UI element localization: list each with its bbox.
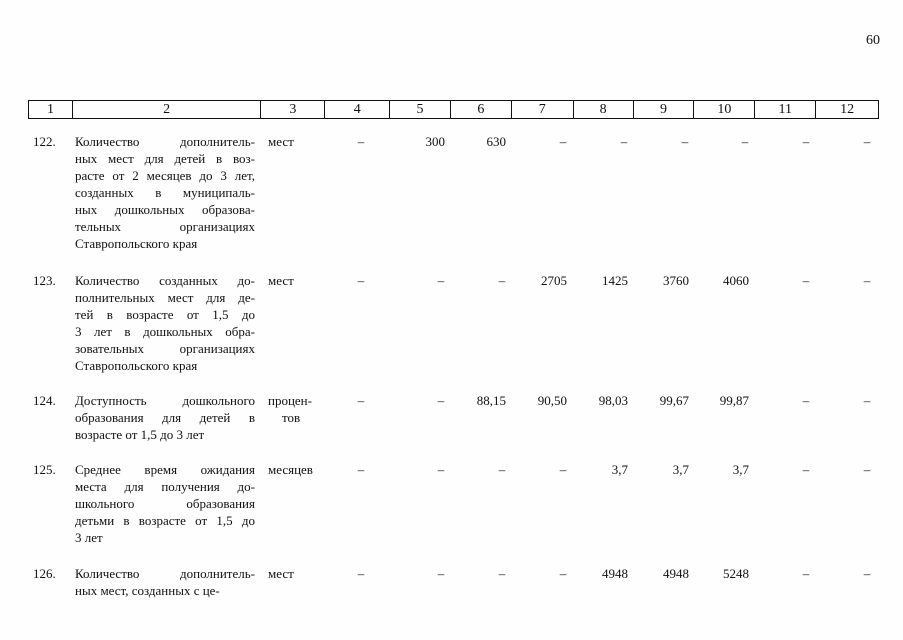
indicator-name-line: ных мест, созданных с це- [75, 583, 220, 598]
row-number: 126. [33, 566, 56, 581]
indicator-name [75, 133, 255, 252]
value-cell-col-10: 99,87 [719, 393, 749, 408]
indicator-name [75, 392, 255, 443]
value-cell-col-10: 5248 [723, 566, 749, 581]
row-number: 124. [33, 393, 56, 408]
value-cell-col-6: – [498, 566, 506, 581]
value-cell-col-8: 1425 [602, 273, 628, 288]
indicator-name-line: школьного образования [75, 496, 255, 511]
value-cell-col-12: – [863, 134, 871, 149]
value-cell-col-7: 2705 [541, 273, 567, 288]
unit-of-measure [268, 392, 338, 426]
header-col-3: 3 [261, 101, 325, 118]
value-cell-col-8: 98,03 [598, 393, 628, 408]
value-cell-col-10: 3,7 [732, 462, 749, 477]
indicator-name-line: Количество дополнитель- [75, 134, 255, 149]
indicator-name-line: Доступность дошкольного [75, 393, 255, 408]
indicator-name-line: полнительных мест для де- [75, 290, 255, 305]
indicator-name-line: зовательных организациях [75, 341, 255, 356]
indicator-name-line: Количество созданных до- [75, 273, 255, 288]
value-cell-col-5: – [437, 273, 445, 288]
unit-of-measure [268, 272, 338, 289]
indicator-name-line: Ставропольского края [75, 236, 198, 251]
unit-line: мест [268, 134, 294, 149]
indicator-name-line: Количество дополнитель- [75, 566, 255, 581]
value-cell-col-5: – [437, 393, 445, 408]
value-cell-col-5: – [437, 462, 445, 477]
row-number: 123. [33, 273, 56, 288]
row-number: 125. [33, 462, 56, 477]
indicator-name-line: тельных организациях [75, 219, 255, 234]
unit-line: процен- [268, 393, 312, 408]
value-cell-col-10: – [741, 134, 749, 149]
indicator-name-line: Ставропольского края [75, 358, 198, 373]
header-col-11: 11 [755, 101, 816, 118]
value-cell-col-11: – [802, 273, 810, 288]
value-cell-col-11: – [802, 462, 810, 477]
indicator-name-line: ных мест для детей в воз- [75, 151, 255, 166]
value-cell-col-12: – [863, 273, 871, 288]
value-cell-col-11: – [802, 393, 810, 408]
value-cell-col-4: – [357, 566, 365, 581]
value-cell-col-11: – [802, 134, 810, 149]
header-col-4: 4 [325, 101, 390, 118]
header-col-10: 10 [694, 101, 755, 118]
value-cell-col-6: – [498, 462, 506, 477]
row-number: 122. [33, 134, 56, 149]
header-col-6: 6 [451, 101, 512, 118]
value-cell-col-9: – [681, 134, 689, 149]
table-header-row [28, 100, 879, 119]
value-cell-col-4: – [357, 393, 365, 408]
unit-of-measure [268, 133, 338, 150]
value-cell-col-9: 3,7 [672, 462, 689, 477]
value-cell-col-7: 90,50 [537, 393, 567, 408]
header-col-12: 12 [840, 102, 855, 117]
value-cell-col-4: – [357, 462, 365, 477]
value-cell-col-8: 3,7 [611, 462, 628, 477]
value-cell-col-4: – [357, 134, 365, 149]
indicator-name-line: образования для детей в [75, 410, 255, 425]
value-cell-col-10: 4060 [723, 273, 749, 288]
value-cell-col-9: 4948 [663, 566, 689, 581]
indicator-name-line: места для получения до- [75, 479, 255, 494]
unit-line: мест [268, 566, 294, 581]
value-cell-col-12: – [863, 566, 871, 581]
value-cell-col-9: 3760 [663, 273, 689, 288]
value-cell-col-7: – [559, 462, 567, 477]
value-cell-col-11: – [802, 566, 810, 581]
value-cell-col-4: – [357, 273, 365, 288]
value-cell-col-6: 630 [486, 134, 506, 149]
indicator-name-line: тей в возрасте от 1,5 до [75, 307, 255, 322]
header-col-1: 1 [29, 101, 73, 118]
value-cell-col-6: 88,15 [476, 393, 506, 408]
indicator-name [75, 565, 255, 599]
value-cell-col-6: – [498, 273, 506, 288]
header-col-8: 8 [574, 101, 634, 118]
value-cell-col-12: – [863, 462, 871, 477]
value-cell-col-7: – [559, 566, 567, 581]
value-cell-col-12: – [863, 393, 871, 408]
indicator-name-line: возрасте от 1,5 до 3 лет [75, 427, 205, 442]
value-cell-col-8: – [620, 134, 628, 149]
value-cell-col-7: – [559, 134, 567, 149]
unit-line: мест [268, 273, 294, 288]
unit-of-measure [268, 565, 338, 582]
indicator-name-line: ных дошкольных образова- [75, 202, 255, 217]
header-col-5: 5 [390, 101, 451, 118]
value-cell-col-5: 300 [425, 134, 445, 149]
value-cell-col-5: – [437, 566, 445, 581]
unit-line: месяцев [268, 462, 313, 477]
indicator-name-line: созданных в муниципаль- [75, 185, 255, 200]
unit-of-measure [268, 461, 338, 478]
header-col-7: 7 [512, 101, 574, 118]
indicator-name-line: детьми в возрасте от 1,5 до [75, 513, 255, 528]
indicator-name-line: 3 лет [75, 530, 103, 545]
unit-line: тов [282, 410, 301, 425]
header-col-9: 9 [634, 101, 695, 118]
value-cell-col-9: 99,67 [659, 393, 689, 408]
page-number: 60 [866, 33, 880, 48]
value-cell-col-8: 4948 [602, 566, 628, 581]
header-col-2: 2 [73, 101, 262, 118]
indicator-name-line: 3 лет в дошкольных обра- [75, 324, 255, 339]
indicator-name-line: Среднее время ожидания [75, 462, 255, 477]
indicator-name [75, 461, 255, 546]
indicator-name [75, 272, 255, 374]
indicator-name-line: расте от 2 месяцев до 3 лет, [75, 168, 255, 183]
